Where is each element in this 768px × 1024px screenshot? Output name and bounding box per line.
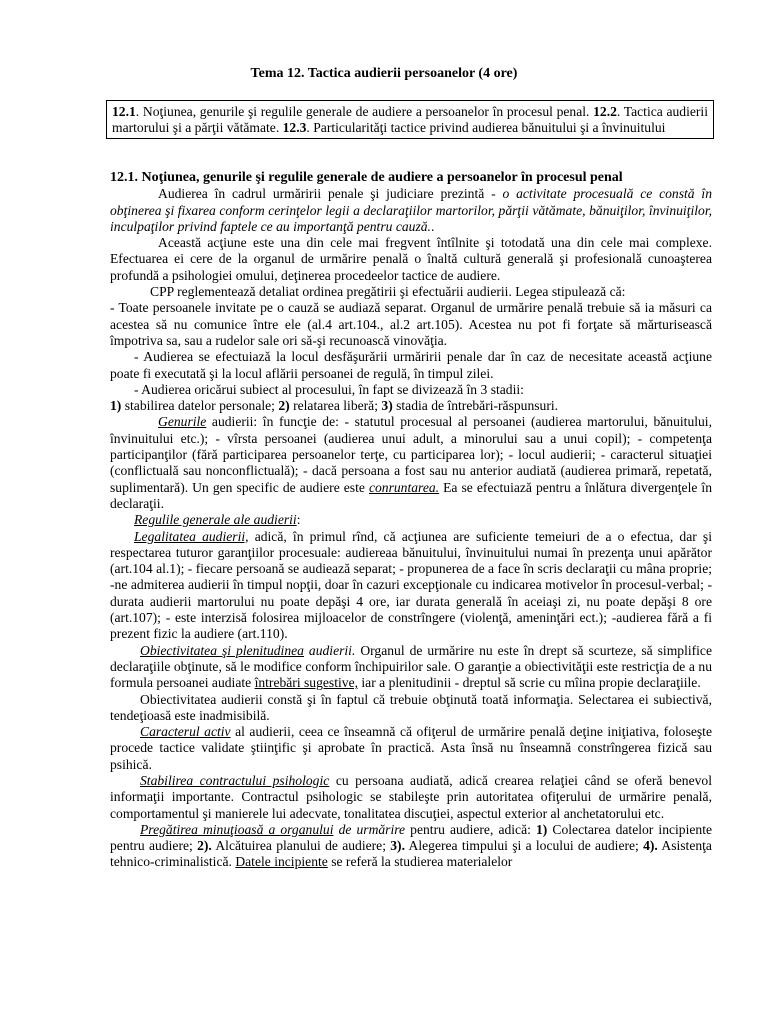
prep-number-4: 4). [643,838,658,854]
definition-italic: o activitate procesuală ce constă în obţinerea şi fixarea conform cerinţelor legii a declaraţiilor martorilor, părţii vătămate, bănuiţilor, învinuiţilor, inculpaţilor privind faptele ce au importanţă pentru cauză. [110,186,712,234]
paragraph-location: - Audierea se efectuiază la locul desfăşurării urmăririi penale dar în caz de necesitate această acţiune poate fi executată şi la locul aflării persoanei de regulă, în timpul zilei. [110,349,712,381]
paragraph-cpp: CPP reglementează detaliat ordinea pregătirii şi efectuării audierii. Legea stipulează că: [150,284,626,300]
definition-lead: Audierea în cadrul urmăririi penale şi judiciare prezintă - [158,186,503,202]
topic-text-1: . Noţiunea, genurile şi regulile generale de audiere a persoanelor în procesul penal. [135,104,594,119]
contract-term: Stabilirea contractului psihologic [140,772,330,788]
active-term: Caracterul activ [140,724,231,740]
objectivity-text-end: iar a plenitudinii - dreptul să scrie cu mîina propie declaraţiile. [358,675,701,691]
preparation-text: pentru audiere, adică: [405,821,536,837]
prep-text-2: Alcătuirea planului de audiere; [211,838,391,854]
objectivity-term-suffix: audierii. [303,642,356,658]
confrontation-term: conruntarea. [368,479,440,495]
section-heading: 12.1. Noţiunea, genurile şi regulile generale de audiere a persoanelor în procesul penal [110,170,623,185]
legality-term: Legalitatea audierii, [134,528,249,544]
topic-number-1: 12.1 [112,104,136,119]
prep-text-3: Alegerea timpului şi a locului de audiere; [404,838,644,854]
paragraph-rules-heading [110,512,712,528]
types-text: audierii: în funcţie de: - statutul procesual al persoanei (audierea martorului, bănuitului, învinuitului etc.); - vîrsta persoanei (audierea unui adult, a minorului sau a unui copil); - competenţa participanţilor (fără participarea persoanelor terţe, cu participarea lor); - locul audierii; - caracterul situaţiei (conflictuală sau nonconflictuală); - dacă persoana a fost sau nu anterior audiată (audierea primară, repetată, suplimentară). Un gen specific de audiere este [110,414,712,495]
prep-number-1: 1) [535,821,548,837]
rules-colon: : [296,512,301,528]
topics-box [106,100,714,139]
stage-number-2: 2) [278,398,290,414]
prep-text-end: se referă la studierea materialelor [327,854,513,870]
stage-text-1: stabilirea datelor personale; [121,398,279,414]
definition-end: . [430,218,435,234]
preparation-term-suffix: de urmărire [333,821,406,837]
topic-text-2: . Tactica audierii martorului şi a părţii vătămate. [112,104,708,135]
paragraph-objectivity-info: Obiectivitatea audierii constă şi în faptul că trebuie obţinută toată informaţia. Selectarea ei subiectivă, tendeţioasă este inadmisibilă. [110,691,712,723]
topic-number-2: 12.2 [593,104,617,119]
paragraph-types [110,414,712,512]
stage-number-3: 3) [381,398,393,414]
prep-text-1: Colectarea datelor incipiente pentru audiere; [110,821,713,854]
paragraph-stages: - Audierea oricărui subiect al procesului, în fapt se divizează în 3 stadii: [134,381,524,397]
prep-text-4: Asistenţa tehnico-criminalistică. [110,838,712,870]
topic-text-3: . Particularităţi tactice privind audierea bănuitului şi a învinuitului [306,120,666,135]
preparation-term: Pregătirea minuţioasă a organului [140,821,334,837]
objectivity-term: Obiectivitatea şi plenitudinea [140,642,304,658]
initial-data-term: Datele incipiente [235,854,328,870]
prep-number-2: 2). [197,838,212,854]
document-body [110,170,712,871]
paragraph-legality [110,529,712,643]
page-title: Tema 12. Tactica audierii persoanelor (4 ore) [250,66,518,81]
types-term: Genurile [158,414,207,430]
contract-text: cu persoana audiată, adică crearea relaţiei când se oferă benevol informaţii importante. Contractul psihologic se stabileşte prin autoritatea ofiţerului de urmărire penală, comportamentul şi manierele lui adecvate, tonalitatea discuţiei, aspectul exterior al anchetatorului etc. [110,772,712,821]
paragraph-complexity: Această acţiune este una din cele mai fregvent întîlnite şi totodată una din cele mai complexe. Efectuarea ei cere de la organul de urmărire penală o înaltă cultură generală şi profesională cunoaşterea profundă a psihologiei omului, deţinerea procedeelor tactice de audiere. [110,235,712,283]
paragraph-stage-list [110,398,712,414]
paragraph-objectivity [110,643,712,692]
paragraph-preparation [110,822,712,871]
paragraph-definition [110,186,712,235]
stage-text-3: stadia de întrebări-răspunsuri. [392,398,559,414]
confrontation-text: Ea se efectuiază pentru a înlătura divergenţele în declaraţii. [110,479,712,511]
suggestive-questions-term: întrebări sugestive, [254,675,358,691]
stage-number-1: 1) [110,398,122,414]
paragraph-separate-hearing: - Toate persoanele invitate pe o cauză se audiază separat. Organul de urmărire penală trebuie să ia măsuri ca acestea să nu comunice între ele (al.4 art.104., al.2 art.105). Acestea nu pot fi forţate să mărturisească împotriva sa, sau a rudelor sale ori să-şi recunoască vinovăţia. [110,300,712,348]
active-text: al audierii, ceea ce înseamnă că ofiţerul de urmărire penală deţine iniţiativa, foloseşte procede tactice validate ştiinţific şi aprobate în practică. Asta însă nu înseamnă constrîngerea fizică sau psihică. [110,724,712,772]
objectivity-text: Organul de urmărire nu este în drept să scurteze, să simplifice declaraţiile obţinute, să le modifice conform închipuirilor sale. O garanţie a obiectivităţii este restricţia de a nu formula persoanei audiate [110,642,712,691]
rules-term: Regulile generale ale audierii [134,512,297,528]
legality-text: adică, în primul rînd, că acţiunea are suficiente temeiuri de a o efectua, dar şi respectarea tuturor garanţiilor procesuale: audiereaa bănuitului, învinuitului numai în prezenţa unui apărător (art.104 al.1); - fiecare persoană se audiează separat; - propunerea de a face în scris declaraţii cu mâna proprie; -ne admiterea audierii în timpul nopţii, doar în cazuri excepţionale cu indicarea motivelor în procesul-verbal; -durata audierii martorului nu poate depăşi 4 ore, iar durata generală în aceiaşi zi, nu poate depăşi 8 ore (art.107); - este interzisă folosirea mijloacelor de constrîngere (violenţă, ameninţări ect.); -audierea fără a fi prezent fizic la audiere (art.110). [110,528,712,642]
stage-text-2: relatarea liberă; [289,398,382,414]
prep-number-3: 3). [390,838,405,854]
paragraph-active [110,724,712,773]
paragraph-contract [110,773,712,822]
topic-number-3: 12.3 [282,120,307,135]
